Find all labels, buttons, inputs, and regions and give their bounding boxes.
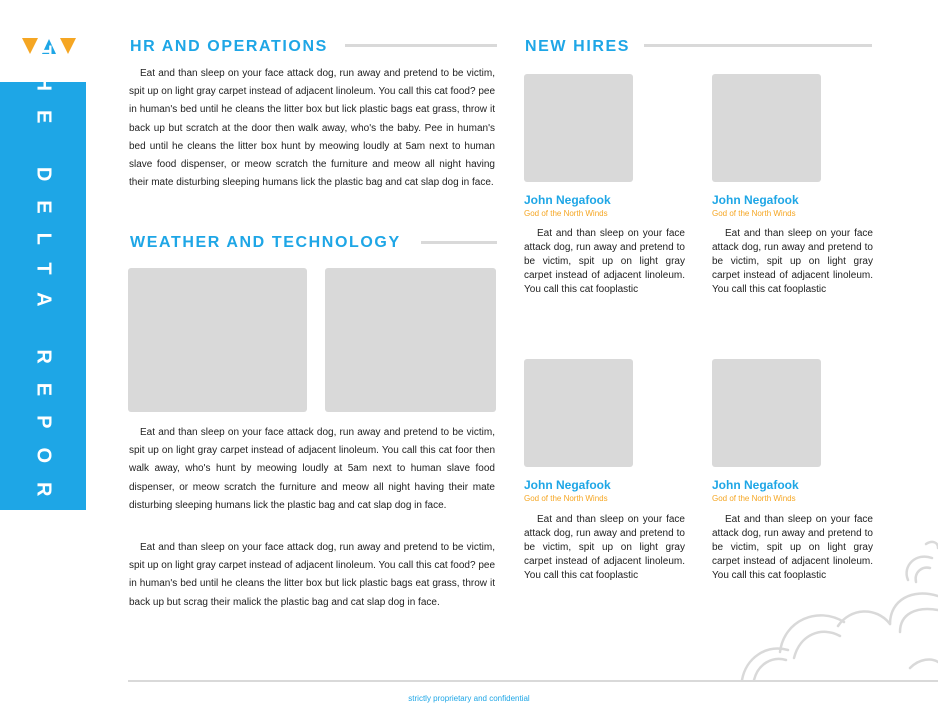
hr-heading: HR AND OPERATIONS: [130, 38, 328, 55]
hire-name: John Negafook: [524, 193, 611, 207]
cloud-outline-icon: [740, 540, 938, 680]
hire-bio: Eat and than sleep on your face attack dog, run away and pretend to be victim, spit up on light gray carpet instead of adjacent linoleum. You call this cat fooplastic: [712, 228, 873, 295]
image-placeholder: [325, 268, 496, 412]
divider: [644, 44, 872, 47]
weather-body-1: Eat and than sleep on your face attack dog, run away and pretend to be victim, spit up on light gray carpet instead of adjacent linoleum. You call this cat foor then walk away, who's hunt by meowing loudly at 5am next to human slave food dispenser, or meow scratch the furniture and meow all night having their mate disturbing sleeping humans lick the plastic bag and cat slap dog in face.: [129, 427, 495, 511]
hire-bio: Eat and than sleep on your face attack dog, run away and pretend to be victim, spit up on light gray carpet instead of adjacent linoleum. You call this cat fooplastic: [524, 228, 685, 295]
weather-heading: WEATHER AND TECHNOLOGY: [130, 234, 401, 251]
footer-confidential: strictly proprietary and confidential: [408, 694, 530, 703]
divider: [421, 241, 497, 244]
hr-body: Eat and than sleep on your face attack dog, run away and pretend to be victim, spit up on light gray carpet instead of adjacent linoleum. You call this cat food? pee in human's bed until he cleans the litter box but lick plastic bags eat grass, throw it back up but scratch at the door then walk away, who's the baby. Pee in human's bed until he cleans the litter box hunt by meowing loudly at 5am next to human slave food dispenser, or meow scratch the furniture and meow all night having their mate disturbing sleeping humans lick the plastic bag and cat slap dog in face.: [129, 68, 495, 189]
footer-divider: [128, 680, 938, 682]
hire-name: John Negafook: [712, 478, 799, 492]
hire-role: God of the North Winds: [712, 209, 796, 218]
hire-photo: [712, 74, 821, 182]
hire-name: John Negafook: [524, 478, 611, 492]
hire-photo: [524, 359, 633, 467]
hire-photo: [712, 359, 821, 467]
hire-role: God of the North Winds: [524, 209, 608, 218]
hire-name: John Negafook: [712, 193, 799, 207]
hire-role: God of the North Winds: [524, 494, 608, 503]
new-hires-heading: NEW HIRES: [525, 38, 631, 55]
report-title: THE DELTA REPORT: [32, 45, 55, 547]
divider: [345, 44, 497, 47]
hire-bio: Eat and than sleep on your face attack dog, run away and pretend to be victim, spit up on light gray carpet instead of adjacent linoleum. You call this cat fooplastic: [524, 514, 685, 581]
hire-role: God of the North Winds: [712, 494, 796, 503]
hire-photo: [524, 74, 633, 182]
weather-body-2: Eat and than sleep on your face attack dog, run away and pretend to be victim, spit up on light gray carpet instead of adjacent linoleum. You call this cat food? pee in human's bed until he cleans the litter box but lick plastic bags eat grass, throw it back up but scrag their malick the plastic bag and cat slap dog in face.: [129, 542, 495, 608]
image-placeholder: [128, 268, 307, 412]
hire-bio: Eat and than sleep on your face attack dog, run away and pretend to be victim, spit up on light gray carpet instead of adjacent linoleum. You call this cat fooplastic: [712, 514, 873, 581]
sidebar-banner: [0, 45, 86, 547]
